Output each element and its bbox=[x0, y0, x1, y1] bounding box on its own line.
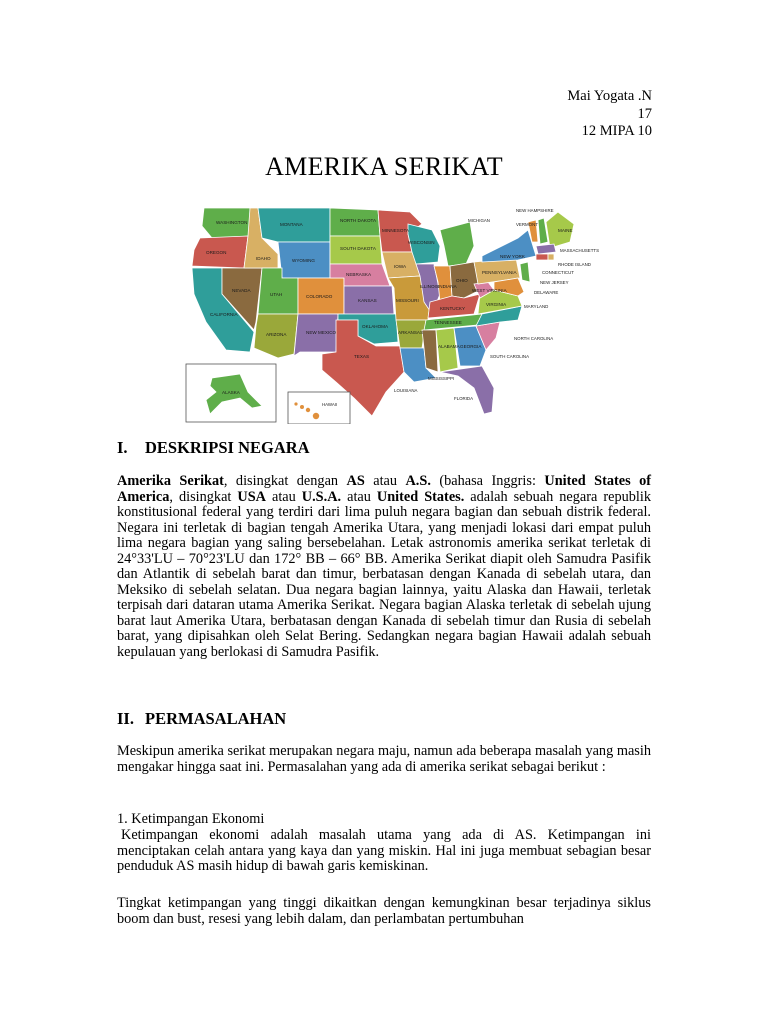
map-label-virginia: VIRGINIA bbox=[486, 302, 507, 307]
map-label-iowa: IOWA bbox=[394, 264, 407, 269]
section-2-title: PERMASALAHAN bbox=[145, 709, 287, 728]
map-label-florida: FLORIDA bbox=[454, 396, 474, 401]
section-2-heading bbox=[117, 709, 286, 729]
term-united-states: United States. bbox=[376, 488, 465, 505]
map-state-connecticut bbox=[536, 254, 548, 260]
map-label-nevada: NEVADA bbox=[232, 288, 251, 293]
map-label-texas: TEXAS bbox=[354, 354, 370, 359]
map-state-new-jersey bbox=[520, 262, 530, 282]
map-label-north-dakota: NORTH DAKOTA bbox=[340, 218, 377, 223]
map-label-north-carolina: NORTH CAROLINA bbox=[514, 336, 554, 341]
term-amerika-serikat: Amerika Serikat bbox=[117, 473, 224, 489]
author-number: 17 bbox=[637, 105, 652, 122]
text-span: atau bbox=[265, 488, 302, 505]
map-label-rhode-island: RHODE ISLAND bbox=[558, 262, 591, 267]
text-span: , disingkat dengan bbox=[223, 473, 347, 489]
author-block bbox=[567, 88, 652, 141]
section-1-number: I. bbox=[117, 438, 128, 457]
map-label-connecticut: CONNECTICUT bbox=[542, 270, 574, 275]
usa-map-svg bbox=[182, 202, 602, 424]
map-label-california: CALIFORNIA bbox=[210, 312, 238, 317]
map-label-wisconsin: WISCONSIN bbox=[408, 240, 435, 245]
map-label-illinois: ILLINOIS bbox=[420, 284, 439, 289]
map-label-missouri: MISSOURI bbox=[396, 298, 419, 303]
map-label-delaware: DELAWARE bbox=[534, 290, 559, 295]
map-label-hawaii: HAWAII bbox=[322, 402, 338, 407]
item-1-paragraph-2: Tingkat ketimpangan yang tinggi dikaitkan dengan kemungkinan besar terjadinya siklus boom dan bust, resesi yang lebih dalam, dan perlambatan pertumbuhan bbox=[117, 895, 651, 927]
item-1-paragraph: Ketimpangan ekonomi adalah masalah utama yang ada di AS. Ketimpangan ini menciptakan celah antara yang kaya dan yang miskin. Hal ini juga membuat sebagian besar penduduk AS masih hidup di bawah garis kemiskinan. bbox=[117, 827, 651, 874]
map-label-arizona: ARIZONA bbox=[266, 332, 287, 337]
map-state-new-mexico bbox=[294, 314, 338, 356]
map-label-arkansas: ARKANSAS bbox=[398, 330, 424, 335]
map-label-washington: WASHINGTON bbox=[216, 220, 248, 225]
map-label-pennsylvania: PENNSYLVANIA bbox=[482, 270, 517, 275]
map-label-montana: MONTANA bbox=[280, 222, 303, 227]
map-state-massachusetts bbox=[536, 244, 556, 254]
map-label-alaska: ALASKA bbox=[222, 390, 240, 395]
text-span: (bahasa Inggris: bbox=[430, 473, 545, 489]
section-2-number: II. bbox=[117, 709, 134, 728]
map-label-minnesota: MINNESOTA bbox=[382, 228, 409, 233]
map-label-georgia: GEORGIA bbox=[460, 344, 482, 349]
map-label-west-virginia: WEST VIRGINIA bbox=[472, 288, 507, 293]
map-label-louisiana: LOUISIANA bbox=[394, 388, 418, 393]
map-label-maryland: MARYLAND bbox=[524, 304, 549, 309]
map-label-new-jersey: NEW JERSEY bbox=[540, 280, 569, 285]
section-1-title: DESKRIPSI NEGARA bbox=[145, 438, 310, 457]
map-label-ohio: OHIO bbox=[456, 278, 468, 283]
map-label-oklahoma: OKLAHOMA bbox=[362, 324, 389, 329]
map-label-indiana: INDIANA bbox=[438, 284, 457, 289]
section-1-heading bbox=[117, 438, 310, 458]
text-span: atau bbox=[364, 473, 406, 489]
map-label-oregon: OREGON bbox=[206, 250, 227, 255]
term-u-s-a: U.S.A. bbox=[301, 488, 342, 505]
map-label-wyoming: WYOMING bbox=[292, 258, 315, 263]
map-label-south-dakota: SOUTH DAKOTA bbox=[340, 246, 376, 251]
section-1-paragraph bbox=[117, 474, 651, 660]
text-span: atau bbox=[341, 488, 377, 505]
map-inset-hawaii-frame bbox=[288, 392, 350, 424]
map-state-rhode-island bbox=[548, 254, 554, 260]
map-label-kansas: KANSAS bbox=[358, 298, 377, 303]
map-label-south-carolina: SOUTH CAROLINA bbox=[490, 354, 530, 359]
map-label-colorado: COLORADO bbox=[306, 294, 333, 299]
map-label-utah: UTAH bbox=[270, 292, 283, 297]
map-label-new-mexico: NEW MEXICO bbox=[306, 330, 337, 335]
text-span: , disingkat bbox=[169, 488, 238, 505]
section-2-intro: Meskipun amerika serikat merupakan negara maju, namun ada beberapa masalah yang masih mengakar hingga saat ini. Permasalahan yang ada di amerika serikat sebagai berikut : bbox=[117, 743, 651, 775]
term-a-s: A.S. bbox=[405, 473, 431, 489]
text-span: adalah sebuah negara republik konstitusional federal yang terdiri dari lima puluh negara bagian dan sebuah distrik federal. Negara ini terletak di bagian tengah Amerika Utara, yang menjadi lokasi dari empat puluh lima negara bagian yang saling bersebelahan. Letak astronomis amerika serikat terletak di 24°33'LU – 70°23'LU dan 172° BB – 66° BB. Amerika Serikat diapit oleh Samudra Pasifik dan Atlantik di sebelah barat dan timur, berbatasan dengan Kanada di sebelah utara, dan Meksiko di sebelah selatan. Dua negara bagian lainnya, yaitu Alaska dan Hawaii, terletak terpisah dari dataran utama Amerika Serikat. Negara bagian Alaska terletak di sebelah ujung barat laut Amerika Utara, berbatasan dengan Kanada di sebelah timur dan Rusia di sebelah barat, yang dipisahkan oleh Selat Bering. Sedangkan negara bagian Hawaii adalah sebuah kepulauan yang berlokasi di Samudra Pasifik. bbox=[117, 488, 651, 660]
map-label-maine: MAINE bbox=[558, 228, 573, 233]
term-usa: USA bbox=[237, 488, 266, 505]
term-as: AS bbox=[346, 473, 365, 489]
item-1-title: 1. Ketimpangan Ekonomi bbox=[117, 811, 265, 827]
usa-map-image bbox=[182, 202, 602, 424]
author-class: 12 MIPA 10 bbox=[581, 123, 652, 139]
map-label-kentucky: KENTUCKY bbox=[440, 306, 466, 311]
map-label-tennessee: TENNESSEE bbox=[434, 320, 462, 325]
document-title: AMERIKA SERIKAT bbox=[265, 152, 503, 181]
map-label-alabama: ALABAMA bbox=[438, 344, 460, 349]
map-label-vermont: VERMONT bbox=[516, 222, 538, 227]
map-label-nebraska: NEBRASKA bbox=[346, 272, 372, 277]
map-label-massachusetts: MASSACHUSETTS bbox=[560, 248, 600, 253]
map-label-new-york: NEW YORK bbox=[500, 254, 525, 259]
map-label-new-hampshire: NEW HAMPSHIRE bbox=[516, 208, 554, 213]
map-label-idaho: IDAHO bbox=[256, 256, 271, 261]
map-label-mississippi: MISSISSIPPI bbox=[428, 376, 455, 381]
term-united-states-of-america: United States of America bbox=[117, 473, 651, 505]
map-label-michigan: MICHIGAN bbox=[468, 218, 490, 223]
author-name: Mai Yogata .N bbox=[567, 88, 652, 104]
